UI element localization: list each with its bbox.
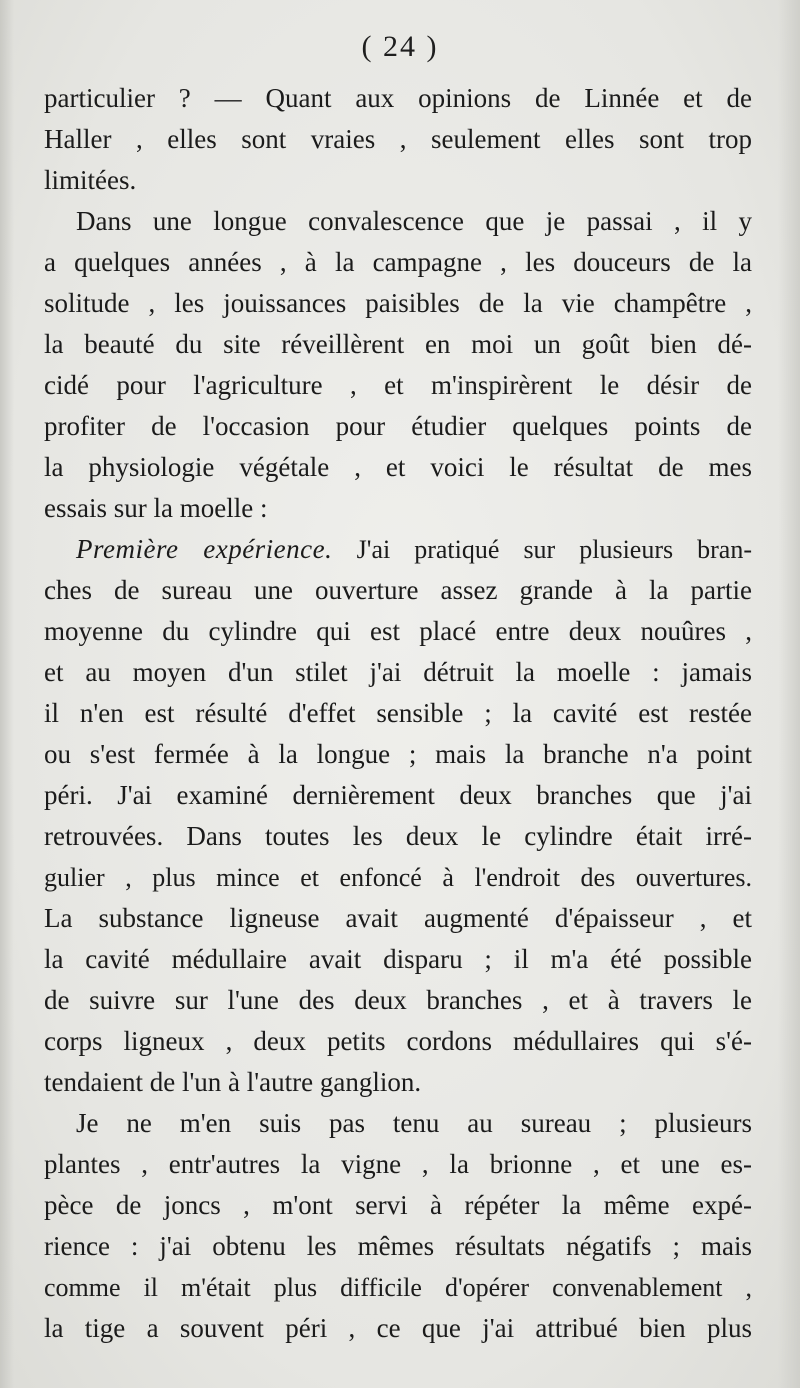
text-line: tendaient de l'un à l'autre ganglion. bbox=[44, 1067, 422, 1097]
text-line: La substance ligneuse avait augmenté d'épaisseur , et bbox=[44, 903, 752, 933]
text-line: retrouvées. Dans toutes les deux le cylindre était irré- bbox=[44, 821, 752, 851]
text-line: la cavité médullaire avait disparu ; il m'a été possible bbox=[44, 944, 752, 974]
text-line: solitude , les jouissances paisibles de la vie champêtre , bbox=[44, 288, 752, 318]
text-line: cidé pour l'agriculture , et m'inspirèrent le désir de bbox=[44, 370, 752, 400]
text-line: la tige a souvent péri , ce que j'ai attribué bien plus bbox=[44, 1313, 752, 1343]
text-line: péri. J'ai examiné dernièrement deux branches que j'ai bbox=[44, 780, 752, 810]
text-line: particulier ? — Quant aux opinions de Linnée et de bbox=[44, 83, 752, 113]
text-line: ou s'est fermée à la longue ; mais la branche n'a point bbox=[44, 739, 752, 769]
paragraph-start-line: Dans une longue convalescence que je passai , il y bbox=[76, 206, 752, 236]
experiment-heading: Première expérience. bbox=[76, 534, 333, 564]
text-line: il n'en est résulté d'effet sensible ; la cavité est restée bbox=[44, 698, 752, 728]
page-edge-shadow-left bbox=[0, 0, 14, 1388]
experiment-heading-line bbox=[44, 529, 752, 570]
text-line: la beauté du site réveillèrent en moi un goût bien dé- bbox=[44, 329, 752, 359]
text-line: corps ligneux , deux petits cordons médullaires qui s'é- bbox=[44, 1026, 752, 1056]
text-line: la physiologie végétale , et voici le résultat de mes bbox=[44, 452, 752, 482]
text-line: et au moyen d'un stilet j'ai détruit la moelle : jamais bbox=[44, 657, 752, 687]
page-number: ( 24 ) bbox=[361, 30, 439, 63]
text-line: de suivre sur l'une des deux branches , et à travers le bbox=[44, 985, 752, 1015]
text-line: a quelques années , à la campagne , les douceurs de la bbox=[44, 247, 752, 277]
text-line: moyenne du cylindre qui est placé entre deux nouûres , bbox=[44, 616, 752, 646]
text-line: plantes , entr'autres la vigne , la brionne , et une es- bbox=[44, 1149, 752, 1179]
text-line: pèce de joncs , m'ont servi à répéter la même expé- bbox=[44, 1190, 752, 1220]
page-edge-shadow-right bbox=[778, 0, 800, 1388]
paragraph-start-line: Je ne m'en suis pas tenu au sureau ; plusieurs bbox=[76, 1108, 752, 1138]
text-line: gulier , plus mince et enfoncé à l'endroit des ouvertures. bbox=[44, 863, 752, 892]
body-text bbox=[44, 78, 752, 1349]
text-line: rience : j'ai obtenu les mêmes résultats négatifs ; mais bbox=[44, 1231, 752, 1261]
text-line-continuation: J'ai pratiqué sur plusieurs bran- bbox=[356, 535, 752, 564]
text-line: comme il m'était plus difficile d'opérer convenablement , bbox=[44, 1273, 752, 1302]
text-line: limitées. bbox=[44, 165, 137, 195]
text-line: essais sur la moelle : bbox=[44, 493, 268, 523]
text-line: ches de sureau une ouverture assez grande à la partie bbox=[44, 575, 752, 605]
text-line: Haller , elles sont vraies , seulement elles sont trop bbox=[44, 124, 752, 154]
text-line: profiter de l'occasion pour étudier quelques points de bbox=[44, 411, 752, 441]
